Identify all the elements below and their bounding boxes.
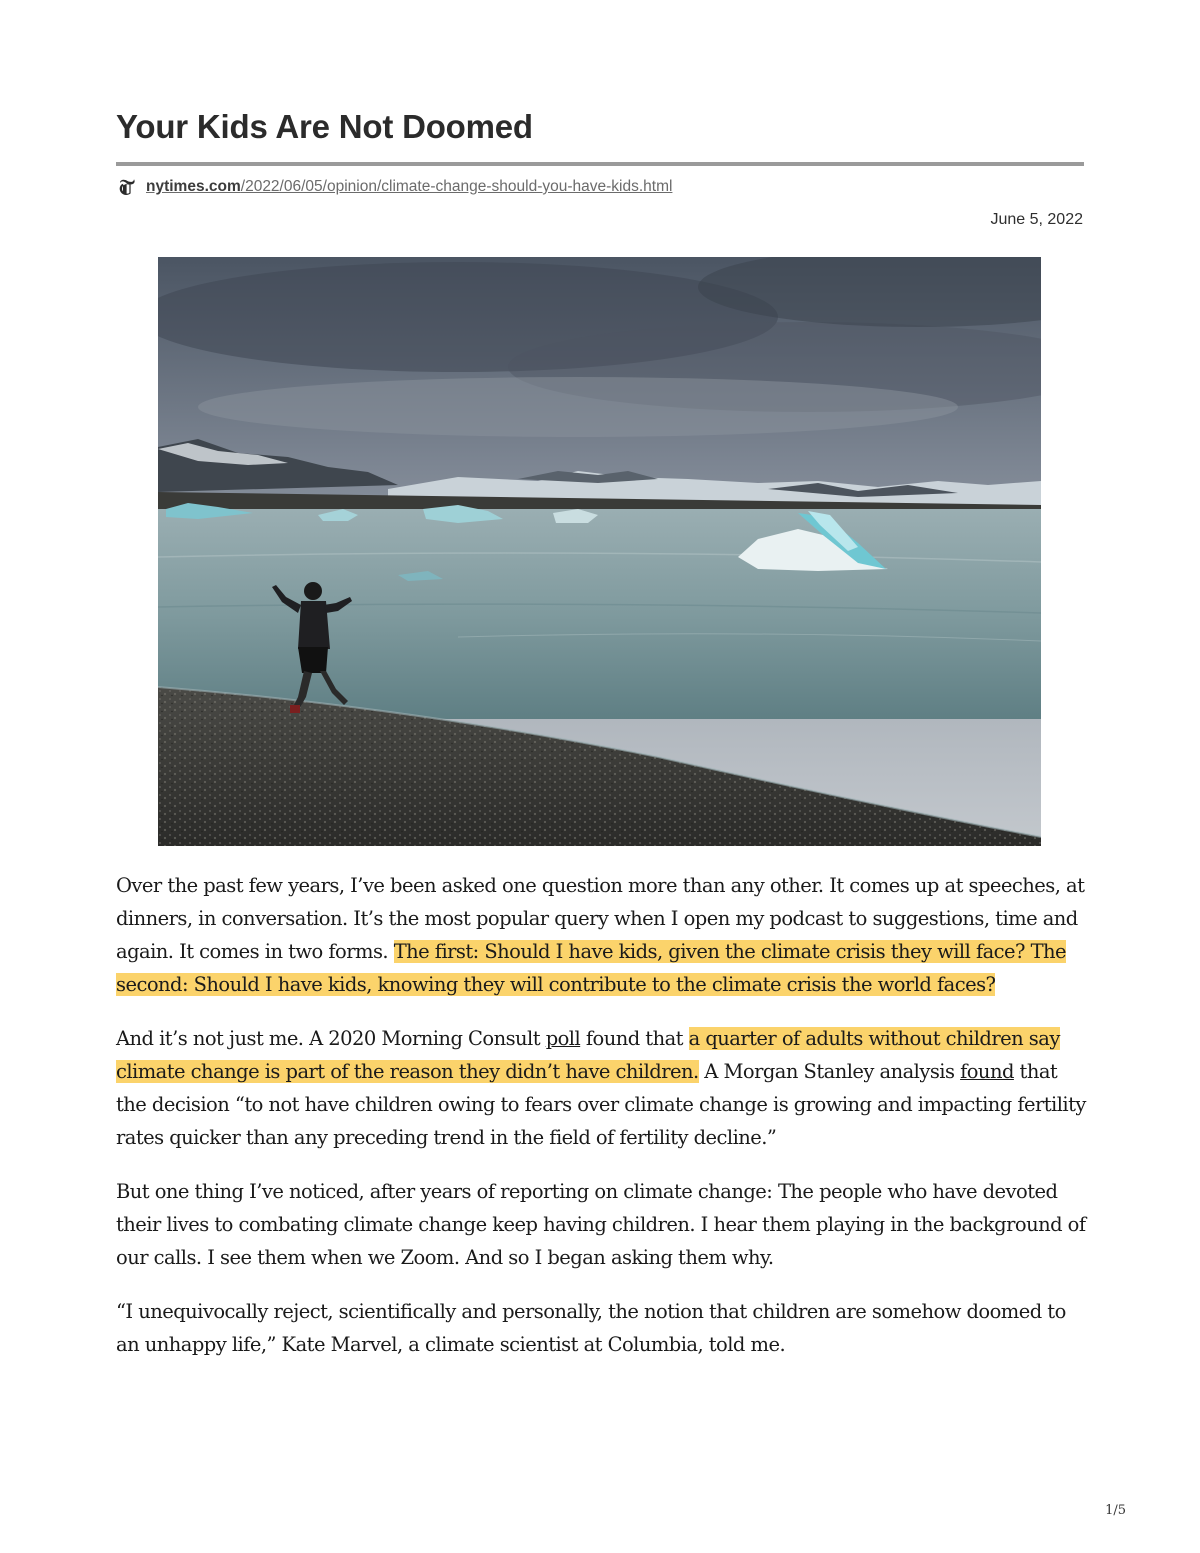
paragraph-2-text-a: And it’s not just me. A 2020 Morning Consult bbox=[116, 1027, 546, 1050]
paragraph-2-text-d: that the decision “to not have children owing to fears over climate change is growing and impacting fertility rates quicker than any preceding trend in the field of fertility decline.” bbox=[116, 1060, 1086, 1149]
paragraph-1-text: Over the past few years, I’ve been asked one question more than any other. It comes up at speeches, at dinners, in conversation. It’s the most popular query when I open my podcast to suggestions, time and again. It comes in two forms. bbox=[116, 874, 1085, 963]
paragraph-1 bbox=[116, 869, 1086, 1001]
source-path: /2022/06/05/opinion/climate-change-should-you-have-kids.html bbox=[240, 178, 673, 195]
article-title: Your Kids Are Not Doomed bbox=[116, 108, 533, 145]
paragraph-2-text-b: found that bbox=[580, 1027, 689, 1050]
source-domain: nytimes.com bbox=[146, 178, 241, 195]
article-body bbox=[116, 869, 1086, 1382]
paragraph-2-text-c: A Morgan Stanley analysis bbox=[698, 1060, 961, 1083]
glacier-lagoon-photo bbox=[158, 257, 1041, 846]
highlight-2: a quarter of adults without children say climate change is part of the reason they didn’t have children. bbox=[116, 1027, 1060, 1083]
poll-link[interactable]: poll bbox=[545, 1027, 581, 1050]
nytimes-logo-icon bbox=[116, 176, 138, 198]
highlight-1: The first: Should I have kids, given the climate crisis they will face? The second: Should I have kids, knowing they will contribute to the climate crisis the world faces? bbox=[116, 940, 1067, 996]
source-url-link[interactable] bbox=[146, 178, 672, 196]
paragraph-3: But one thing I’ve noticed, after years of reporting on climate change: The people who have devoted their lives to combating climate change keep having children. I hear them playing in the background of our calls. I see them when we Zoom. And so I began asking them why. bbox=[116, 1180, 1086, 1269]
paragraph-2 bbox=[116, 1022, 1086, 1154]
found-link[interactable]: found bbox=[960, 1060, 1014, 1083]
paragraph-4: “I unequivocally reject, scientifically and personally, the notion that children are somehow doomed to an unhappy life,” Kate Marvel, a climate scientist at Columbia, told me. bbox=[116, 1300, 1066, 1356]
publish-date: June 5, 2022 bbox=[990, 211, 1083, 228]
source-line bbox=[116, 175, 672, 199]
title-divider bbox=[116, 162, 1084, 166]
page-number: 1/5 bbox=[1105, 1503, 1126, 1518]
